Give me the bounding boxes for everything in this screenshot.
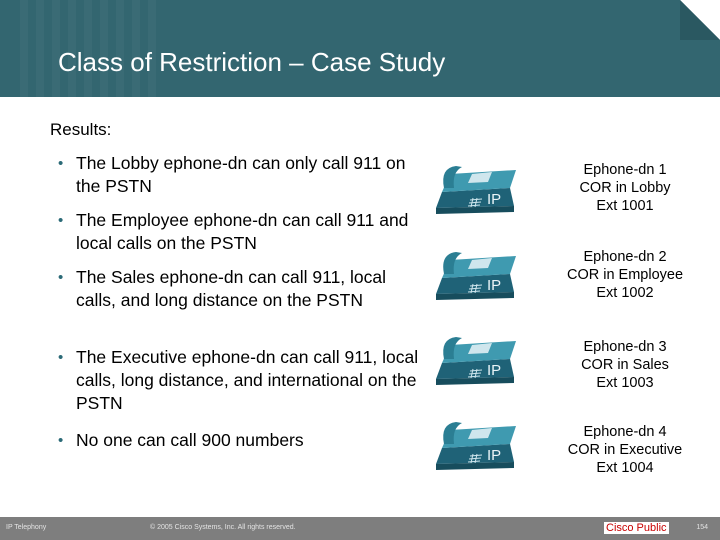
bullet-text: The Sales ephone-dn can call 911, local calls, and long distance on the PSTN: [76, 267, 387, 310]
phone-label-line: COR in Employee: [566, 267, 684, 283]
footer-copyright: © 2005 Cisco Systems, Inc. All rights reserved.: [150, 524, 296, 531]
bullet-text: The Executive ephone-dn can call 911, local calls, long distance, and international on the PSTN: [76, 347, 419, 413]
bullet-icon: •: [58, 155, 64, 172]
phone-label: [540, 338, 710, 392]
phone-label: [540, 161, 710, 215]
banner-stripe: [20, 0, 28, 97]
ip-badge: IP: [487, 191, 502, 208]
phone-label-line: COR in Executive: [567, 442, 683, 458]
ip-badge: IP: [487, 362, 502, 379]
page-number: 154: [696, 524, 708, 531]
bullet-icon: •: [58, 212, 64, 229]
bullet-item: [58, 266, 428, 312]
phone-label: [540, 248, 710, 302]
bullet-icon: •: [58, 432, 64, 449]
footer-course: IP Telephony: [6, 524, 47, 531]
bullet-icon: •: [58, 269, 64, 286]
bullet-item: [58, 346, 428, 415]
bullet-item: [58, 429, 304, 452]
ip-badge: IP: [487, 277, 502, 294]
phone-label-line: COR in Lobby: [579, 180, 671, 196]
corner-fold-icon: [680, 0, 720, 40]
results-label: Results:: [50, 120, 112, 139]
bullet-icon: •: [58, 349, 64, 366]
phone-label-line: Ephone-dn 3: [583, 339, 667, 355]
slide-title: Class of Restriction – Case Study: [58, 47, 446, 77]
ip-phone-icon: [432, 162, 516, 218]
ip-badge: IP: [487, 447, 502, 464]
bullet-item: [58, 152, 428, 198]
title-banner: [0, 0, 720, 97]
phone-label-line: Ext 1004: [596, 460, 654, 476]
phone-label-line: Ephone-dn 1: [583, 162, 667, 178]
bullet-text: The Lobby ephone-dn can only call 911 on the PSTN: [76, 153, 406, 196]
phone-label-line: Ext 1002: [596, 285, 654, 301]
banner-stripe: [36, 0, 44, 97]
phone-label: [540, 423, 710, 477]
footer-bar: [0, 517, 720, 540]
phone-label-line: Ephone-dn 4: [583, 424, 667, 440]
ip-phone-icon: [432, 418, 516, 474]
phone-label-line: Ephone-dn 2: [583, 249, 667, 265]
footer-classification: Cisco Public: [606, 522, 667, 534]
ip-phone-icon: [432, 248, 516, 304]
phone-label-line: Ext 1003: [596, 375, 654, 391]
ip-phone-icon: [432, 333, 516, 389]
phone-label-line: Ext 1001: [596, 198, 654, 214]
bullet-item: [58, 209, 428, 255]
bullet-text: The Employee ephone-dn can call 911 and local calls on the PSTN: [76, 210, 409, 253]
bullet-text: No one can call 900 numbers: [76, 430, 304, 450]
phone-label-line: COR in Sales: [581, 357, 669, 373]
